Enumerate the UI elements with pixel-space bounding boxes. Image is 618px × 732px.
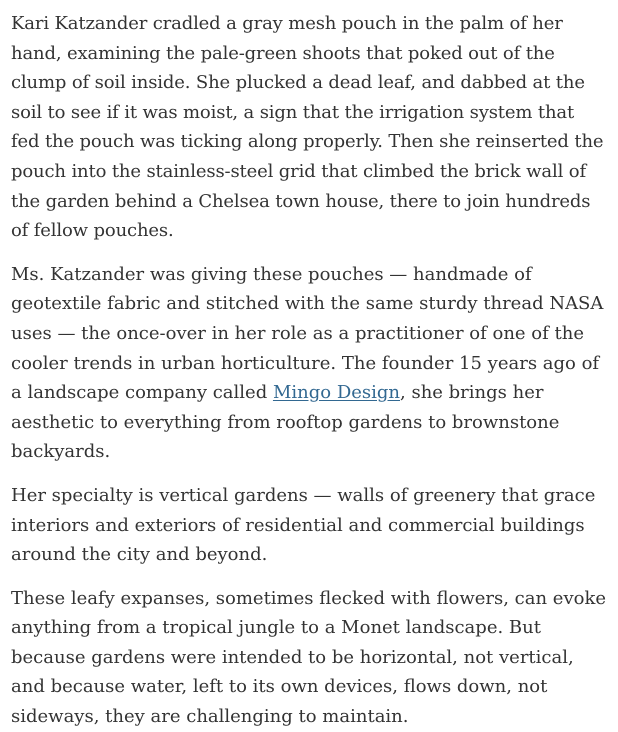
paragraph-3: Her specialty is vertical gardens — walls of greenery that grace interiors and exteriors of residential and commercial buildings around the city and beyond. [11, 484, 596, 566]
mingo-design-link[interactable]: Mingo Design [272, 382, 401, 404]
paragraph-4: These leafy expanses, sometimes flecked with flowers, can evoke anything from a tropical jungle to a Monet landscape. But because gardens were intended to be horizontal, not vertical, and because water, left to its own devices, flows down, not sideways, they are challenging to maintain. [11, 587, 607, 728]
paragraph-2-text-after-link: , she brings her aesthetic to everything from rooftop gardens to brownstone backyards. [11, 382, 560, 463]
paragraph-1: Kari Katzander cradled a gray mesh pouch in the palm of her hand, examining the pale-green shoots that poked out of the clump of soil inside. She plucked a dead leaf, and dabbed at the soil to see if it was moist, a sign that the irrigation system that fed the pouch was ticking along properly. Then she reinserted the pouch into the stainless-steel grid that climbed the brick wall of the garden behind a Chelsea town house, there to join hundreds of fellow pouches. [11, 13, 604, 242]
paragraph-2 [11, 260, 608, 467]
paragraph-2-text-before-link: Ms. Katzander was giving these pouches — handmade of geotextile fabric and stitched with the same sturdy thread NASA uses — the once-over in her role as a practitioner of one of the cooler trends in urban horticulture. The founder 15 years ago of a landscape company called [11, 263, 604, 404]
